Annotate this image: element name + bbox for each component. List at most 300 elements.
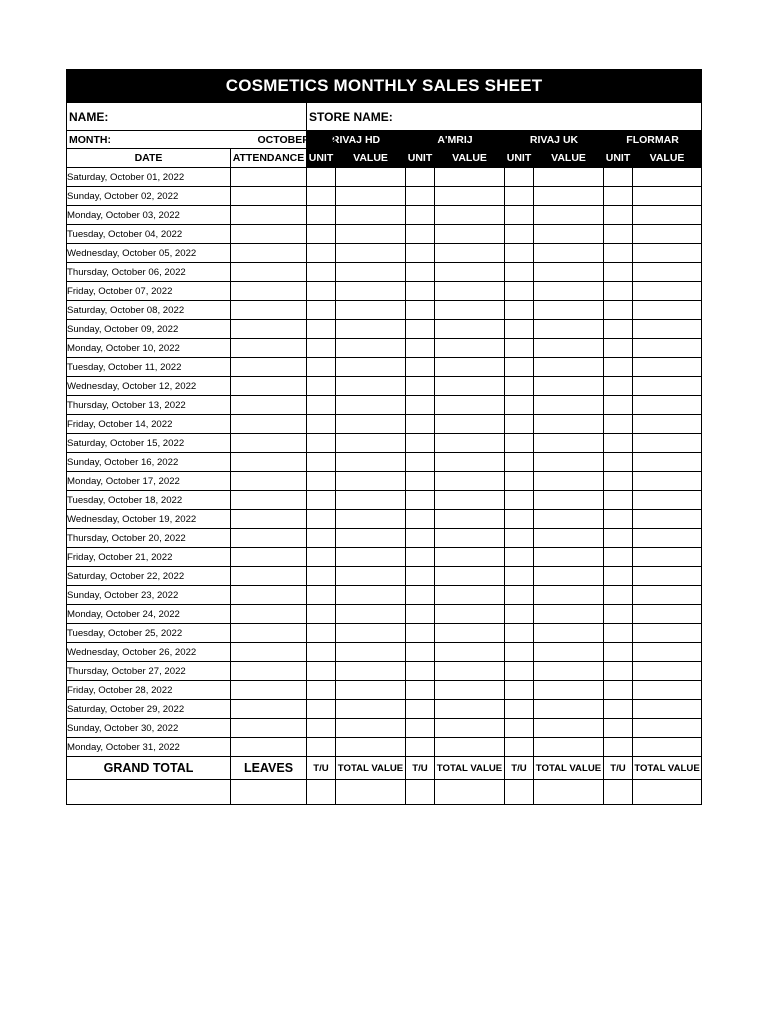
unit-cell[interactable]: [406, 358, 435, 377]
unit-cell[interactable]: [604, 225, 633, 244]
unit-cell[interactable]: [406, 529, 435, 548]
value-cell[interactable]: [435, 377, 505, 396]
unit-cell[interactable]: [505, 605, 534, 624]
unit-cell[interactable]: [505, 434, 534, 453]
unit-cell[interactable]: [505, 662, 534, 681]
value-cell[interactable]: [633, 453, 702, 472]
value-cell[interactable]: [435, 282, 505, 301]
value-cell[interactable]: [534, 415, 604, 434]
unit-cell[interactable]: [406, 472, 435, 491]
unit-cell[interactable]: [307, 548, 336, 567]
value-cell[interactable]: [435, 681, 505, 700]
attendance-cell[interactable]: [231, 206, 307, 225]
value-cell[interactable]: [435, 168, 505, 187]
unit-cell[interactable]: [505, 244, 534, 263]
value-cell[interactable]: [633, 320, 702, 339]
value-cell[interactable]: [633, 605, 702, 624]
value-cell[interactable]: [435, 605, 505, 624]
unit-cell[interactable]: [406, 396, 435, 415]
unit-cell[interactable]: [505, 738, 534, 757]
unit-cell[interactable]: [406, 738, 435, 757]
value-cell[interactable]: [534, 396, 604, 415]
attendance-cell[interactable]: [231, 624, 307, 643]
value-cell[interactable]: [336, 719, 406, 738]
unit-cell[interactable]: [406, 415, 435, 434]
date-cell: Sunday, October 16, 2022: [67, 453, 231, 472]
value-cell[interactable]: [633, 567, 702, 586]
attendance-cell[interactable]: [231, 491, 307, 510]
value-cell[interactable]: [435, 415, 505, 434]
unit-cell[interactable]: [406, 301, 435, 320]
value-cell[interactable]: [336, 396, 406, 415]
value-cell[interactable]: [336, 358, 406, 377]
value-cell[interactable]: [534, 719, 604, 738]
unit-cell[interactable]: [406, 719, 435, 738]
unit-cell[interactable]: [505, 681, 534, 700]
unit-cell[interactable]: [604, 168, 633, 187]
value-cell[interactable]: [534, 472, 604, 491]
value-cell[interactable]: [435, 719, 505, 738]
value-cell[interactable]: [336, 681, 406, 700]
unit-cell[interactable]: [406, 168, 435, 187]
value-cell[interactable]: [534, 643, 604, 662]
value-cell[interactable]: [633, 168, 702, 187]
value-cell[interactable]: [435, 244, 505, 263]
unit-cell[interactable]: [505, 206, 534, 225]
value-cell[interactable]: [633, 662, 702, 681]
value-cell[interactable]: [435, 586, 505, 605]
unit-cell[interactable]: [505, 510, 534, 529]
unit-cell[interactable]: [604, 320, 633, 339]
unit-cell[interactable]: [604, 301, 633, 320]
value-cell[interactable]: [435, 187, 505, 206]
unit-cell[interactable]: [604, 719, 633, 738]
value-cell[interactable]: [534, 700, 604, 719]
unit-cell[interactable]: [406, 453, 435, 472]
unit-cell[interactable]: [604, 548, 633, 567]
attendance-cell[interactable]: [231, 700, 307, 719]
unit-cell[interactable]: [307, 415, 336, 434]
unit-cell[interactable]: [604, 662, 633, 681]
unit-cell[interactable]: [406, 206, 435, 225]
total-entry-cell[interactable]: [67, 780, 231, 805]
unit-cell[interactable]: [604, 681, 633, 700]
value-cell[interactable]: [336, 548, 406, 567]
unit-cell[interactable]: [406, 282, 435, 301]
unit-cell[interactable]: [505, 472, 534, 491]
value-cell[interactable]: [435, 510, 505, 529]
unit-cell[interactable]: [505, 263, 534, 282]
unit-cell[interactable]: [604, 377, 633, 396]
attendance-cell[interactable]: [231, 738, 307, 757]
value-cell[interactable]: [534, 567, 604, 586]
value-cell[interactable]: [435, 529, 505, 548]
date-cell: Monday, October 03, 2022: [67, 206, 231, 225]
unit-cell[interactable]: [505, 225, 534, 244]
unit-cell[interactable]: [406, 244, 435, 263]
value-cell[interactable]: [435, 700, 505, 719]
value-cell[interactable]: [336, 282, 406, 301]
value-cell[interactable]: [435, 624, 505, 643]
attendance-cell[interactable]: [231, 320, 307, 339]
value-cell[interactable]: [336, 586, 406, 605]
value-cell[interactable]: [633, 472, 702, 491]
unit-cell[interactable]: [604, 263, 633, 282]
unit-cell[interactable]: [307, 206, 336, 225]
unit-cell[interactable]: [307, 396, 336, 415]
unit-cell[interactable]: [307, 567, 336, 586]
attendance-cell[interactable]: [231, 282, 307, 301]
unit-cell[interactable]: [604, 529, 633, 548]
value-cell[interactable]: [633, 225, 702, 244]
value-cell[interactable]: [435, 453, 505, 472]
value-cell[interactable]: [633, 282, 702, 301]
unit-cell[interactable]: [406, 510, 435, 529]
value-cell[interactable]: [534, 624, 604, 643]
unit-cell[interactable]: [505, 548, 534, 567]
value-cell[interactable]: [633, 301, 702, 320]
unit-cell[interactable]: [307, 339, 336, 358]
value-cell[interactable]: [534, 681, 604, 700]
unit-cell[interactable]: [406, 377, 435, 396]
unit-cell[interactable]: [505, 453, 534, 472]
value-cell[interactable]: [534, 225, 604, 244]
value-cell[interactable]: [534, 453, 604, 472]
unit-cell[interactable]: [307, 225, 336, 244]
value-cell[interactable]: [336, 206, 406, 225]
unit-cell[interactable]: [604, 358, 633, 377]
unit-cell[interactable]: [505, 187, 534, 206]
value-cell[interactable]: [633, 244, 702, 263]
unit-cell[interactable]: [307, 301, 336, 320]
value-cell[interactable]: [534, 244, 604, 263]
attendance-cell[interactable]: [231, 263, 307, 282]
unit-cell[interactable]: [307, 244, 336, 263]
unit-cell[interactable]: [307, 187, 336, 206]
value-cell[interactable]: [633, 187, 702, 206]
value-cell[interactable]: [435, 301, 505, 320]
value-cell[interactable]: [435, 434, 505, 453]
unit-cell[interactable]: [604, 624, 633, 643]
value-cell[interactable]: [534, 282, 604, 301]
unit-cell[interactable]: [406, 187, 435, 206]
table-row: [67, 320, 702, 339]
value-cell[interactable]: [633, 681, 702, 700]
value-cell[interactable]: [336, 662, 406, 681]
unit-cell[interactable]: [307, 586, 336, 605]
unit-cell[interactable]: [307, 738, 336, 757]
unit-cell[interactable]: [406, 339, 435, 358]
unit-cell[interactable]: [505, 282, 534, 301]
attendance-header: ATTENDANCE: [231, 149, 307, 168]
table-row: [67, 681, 702, 700]
attendance-cell[interactable]: [231, 586, 307, 605]
unit-cell[interactable]: [307, 472, 336, 491]
unit-cell[interactable]: [307, 529, 336, 548]
value-cell[interactable]: [534, 168, 604, 187]
unit-cell[interactable]: [505, 529, 534, 548]
value-cell[interactable]: [336, 377, 406, 396]
value-cell[interactable]: [633, 738, 702, 757]
value-cell[interactable]: [633, 529, 702, 548]
unit-cell[interactable]: [604, 282, 633, 301]
value-cell[interactable]: [336, 339, 406, 358]
value-cell[interactable]: [336, 453, 406, 472]
unit-cell[interactable]: [307, 662, 336, 681]
value-cell[interactable]: [534, 434, 604, 453]
attendance-cell[interactable]: [231, 396, 307, 415]
table-row: [67, 662, 702, 681]
value-cell[interactable]: [336, 643, 406, 662]
total-entry-cell[interactable]: [336, 780, 406, 805]
value-cell[interactable]: [435, 548, 505, 567]
value-cell[interactable]: [633, 263, 702, 282]
unit-cell[interactable]: [406, 567, 435, 586]
unit-cell[interactable]: [604, 187, 633, 206]
value-cell[interactable]: [336, 225, 406, 244]
unit-cell[interactable]: [604, 472, 633, 491]
value-cell[interactable]: [336, 434, 406, 453]
value-cell[interactable]: [534, 263, 604, 282]
value-cell[interactable]: [336, 491, 406, 510]
unit-cell[interactable]: [604, 586, 633, 605]
attendance-cell[interactable]: [231, 662, 307, 681]
unit-cell[interactable]: [307, 320, 336, 339]
unit-cell[interactable]: [406, 700, 435, 719]
value-cell[interactable]: [633, 719, 702, 738]
value-cell[interactable]: [435, 567, 505, 586]
value-cell[interactable]: [534, 301, 604, 320]
value-cell[interactable]: [435, 396, 505, 415]
value-cell[interactable]: [435, 643, 505, 662]
value-cell[interactable]: [534, 738, 604, 757]
value-cell[interactable]: [633, 396, 702, 415]
value-cell[interactable]: [633, 358, 702, 377]
unit-cell[interactable]: [604, 434, 633, 453]
attendance-cell[interactable]: [231, 529, 307, 548]
unit-cell[interactable]: [604, 244, 633, 263]
unit-cell[interactable]: [307, 605, 336, 624]
unit-cell[interactable]: [505, 339, 534, 358]
value-cell[interactable]: [336, 624, 406, 643]
unit-cell[interactable]: [604, 396, 633, 415]
attendance-cell[interactable]: [231, 225, 307, 244]
value-cell[interactable]: [336, 700, 406, 719]
value-cell[interactable]: [534, 605, 604, 624]
value-cell[interactable]: [336, 472, 406, 491]
value-cell[interactable]: [534, 586, 604, 605]
value-cell[interactable]: [534, 662, 604, 681]
value-cell[interactable]: [336, 529, 406, 548]
total-entry-cell[interactable]: [604, 780, 633, 805]
unit-cell[interactable]: [307, 168, 336, 187]
value-cell[interactable]: [633, 415, 702, 434]
value-cell[interactable]: [534, 320, 604, 339]
value-cell[interactable]: [336, 605, 406, 624]
attendance-cell[interactable]: [231, 168, 307, 187]
total-entry-cell[interactable]: [505, 780, 534, 805]
value-cell[interactable]: [435, 472, 505, 491]
unit-cell[interactable]: [307, 263, 336, 282]
name-label[interactable]: NAME:: [67, 103, 307, 131]
value-cell[interactable]: [435, 206, 505, 225]
attendance-cell[interactable]: [231, 605, 307, 624]
attendance-cell[interactable]: [231, 719, 307, 738]
unit-cell[interactable]: [505, 586, 534, 605]
unit-cell[interactable]: [406, 643, 435, 662]
value-cell[interactable]: [435, 225, 505, 244]
unit-cell[interactable]: [406, 681, 435, 700]
unit-cell[interactable]: [406, 548, 435, 567]
attendance-cell[interactable]: [231, 377, 307, 396]
unit-cell[interactable]: [406, 263, 435, 282]
unit-cell[interactable]: [604, 206, 633, 225]
value-cell[interactable]: [336, 263, 406, 282]
unit-cell[interactable]: [307, 358, 336, 377]
unit-cell[interactable]: [505, 700, 534, 719]
value-cell[interactable]: [336, 415, 406, 434]
value-cell[interactable]: [336, 567, 406, 586]
attendance-cell[interactable]: [231, 434, 307, 453]
unit-cell[interactable]: [505, 168, 534, 187]
value-cell[interactable]: [633, 548, 702, 567]
value-cell[interactable]: [534, 529, 604, 548]
unit-cell[interactable]: [604, 738, 633, 757]
value-cell[interactable]: [633, 434, 702, 453]
attendance-cell[interactable]: [231, 681, 307, 700]
value-cell[interactable]: [534, 339, 604, 358]
total-entry-cell[interactable]: [231, 780, 307, 805]
value-cell[interactable]: [435, 491, 505, 510]
attendance-cell[interactable]: [231, 510, 307, 529]
total-entry-cell[interactable]: [307, 780, 336, 805]
unit-cell[interactable]: [604, 453, 633, 472]
unit-cell[interactable]: [505, 358, 534, 377]
value-cell[interactable]: [336, 301, 406, 320]
unit-cell[interactable]: [604, 605, 633, 624]
value-cell[interactable]: [534, 187, 604, 206]
attendance-cell[interactable]: [231, 643, 307, 662]
value-cell[interactable]: [336, 738, 406, 757]
value-cell[interactable]: [633, 491, 702, 510]
value-cell[interactable]: [534, 377, 604, 396]
value-cell[interactable]: [534, 491, 604, 510]
unit-cell[interactable]: [307, 719, 336, 738]
value-cell[interactable]: [534, 358, 604, 377]
unit-cell[interactable]: [604, 700, 633, 719]
unit-cell[interactable]: [406, 624, 435, 643]
unit-cell[interactable]: [307, 643, 336, 662]
attendance-cell[interactable]: [231, 358, 307, 377]
unit-cell[interactable]: [505, 377, 534, 396]
unit-cell[interactable]: [604, 339, 633, 358]
value-cell[interactable]: [534, 548, 604, 567]
unit-cell[interactable]: [307, 434, 336, 453]
value-cell[interactable]: [435, 358, 505, 377]
unit-cell[interactable]: [307, 282, 336, 301]
value-cell[interactable]: [336, 320, 406, 339]
value-cell[interactable]: [633, 206, 702, 225]
attendance-cell[interactable]: [231, 339, 307, 358]
unit-cell[interactable]: [604, 643, 633, 662]
unit-cell[interactable]: [406, 434, 435, 453]
value-cell[interactable]: [633, 586, 702, 605]
unit-cell[interactable]: [505, 320, 534, 339]
unit-cell[interactable]: [406, 586, 435, 605]
value-cell[interactable]: [435, 738, 505, 757]
value-cell[interactable]: [336, 187, 406, 206]
unit-cell[interactable]: [604, 510, 633, 529]
unit-cell[interactable]: [307, 624, 336, 643]
value-cell[interactable]: [336, 510, 406, 529]
unit-cell[interactable]: [604, 491, 633, 510]
unit-cell[interactable]: [406, 605, 435, 624]
value-cell[interactable]: [534, 510, 604, 529]
total-entry-cell[interactable]: [406, 780, 435, 805]
attendance-cell[interactable]: [231, 415, 307, 434]
attendance-cell[interactable]: [231, 548, 307, 567]
value-cell[interactable]: [435, 662, 505, 681]
attendance-cell[interactable]: [231, 187, 307, 206]
value-cell[interactable]: [633, 339, 702, 358]
value-cell[interactable]: [534, 206, 604, 225]
value-cell[interactable]: [633, 624, 702, 643]
store-name-label[interactable]: STORE NAME:: [307, 103, 702, 131]
unit-cell[interactable]: [505, 719, 534, 738]
attendance-cell[interactable]: [231, 472, 307, 491]
attendance-cell[interactable]: [231, 244, 307, 263]
unit-cell[interactable]: [307, 377, 336, 396]
unit-cell[interactable]: [307, 681, 336, 700]
attendance-cell[interactable]: [231, 301, 307, 320]
value-cell[interactable]: [435, 339, 505, 358]
value-cell[interactable]: [633, 510, 702, 529]
value-cell[interactable]: [633, 643, 702, 662]
unit-cell[interactable]: [505, 643, 534, 662]
total-entry-cell[interactable]: [435, 780, 505, 805]
unit-cell[interactable]: [307, 510, 336, 529]
unit-cell[interactable]: [604, 567, 633, 586]
brand-rivaj-uk: RIVAJ UK: [505, 131, 604, 149]
attendance-cell[interactable]: [231, 453, 307, 472]
unit-cell[interactable]: [505, 301, 534, 320]
unit-cell[interactable]: [307, 491, 336, 510]
total-entry-cell[interactable]: [633, 780, 702, 805]
attendance-cell[interactable]: [231, 567, 307, 586]
value-cell[interactable]: [435, 320, 505, 339]
value-cell[interactable]: [633, 377, 702, 396]
unit-cell[interactable]: [505, 624, 534, 643]
value-header: VALUE: [534, 149, 604, 168]
unit-cell[interactable]: [505, 415, 534, 434]
value-cell[interactable]: [336, 168, 406, 187]
total-entry-cell[interactable]: [534, 780, 604, 805]
unit-cell[interactable]: [604, 415, 633, 434]
unit-cell[interactable]: [406, 225, 435, 244]
month-cell[interactable]: [67, 131, 337, 149]
unit-cell[interactable]: [406, 491, 435, 510]
value-cell[interactable]: [633, 700, 702, 719]
unit-cell[interactable]: [505, 396, 534, 415]
unit-cell[interactable]: [406, 662, 435, 681]
unit-cell[interactable]: [505, 491, 534, 510]
unit-cell[interactable]: [406, 320, 435, 339]
unit-cell[interactable]: [505, 567, 534, 586]
unit-cell[interactable]: [307, 700, 336, 719]
unit-cell[interactable]: [307, 453, 336, 472]
value-cell[interactable]: [435, 263, 505, 282]
value-cell[interactable]: [336, 244, 406, 263]
